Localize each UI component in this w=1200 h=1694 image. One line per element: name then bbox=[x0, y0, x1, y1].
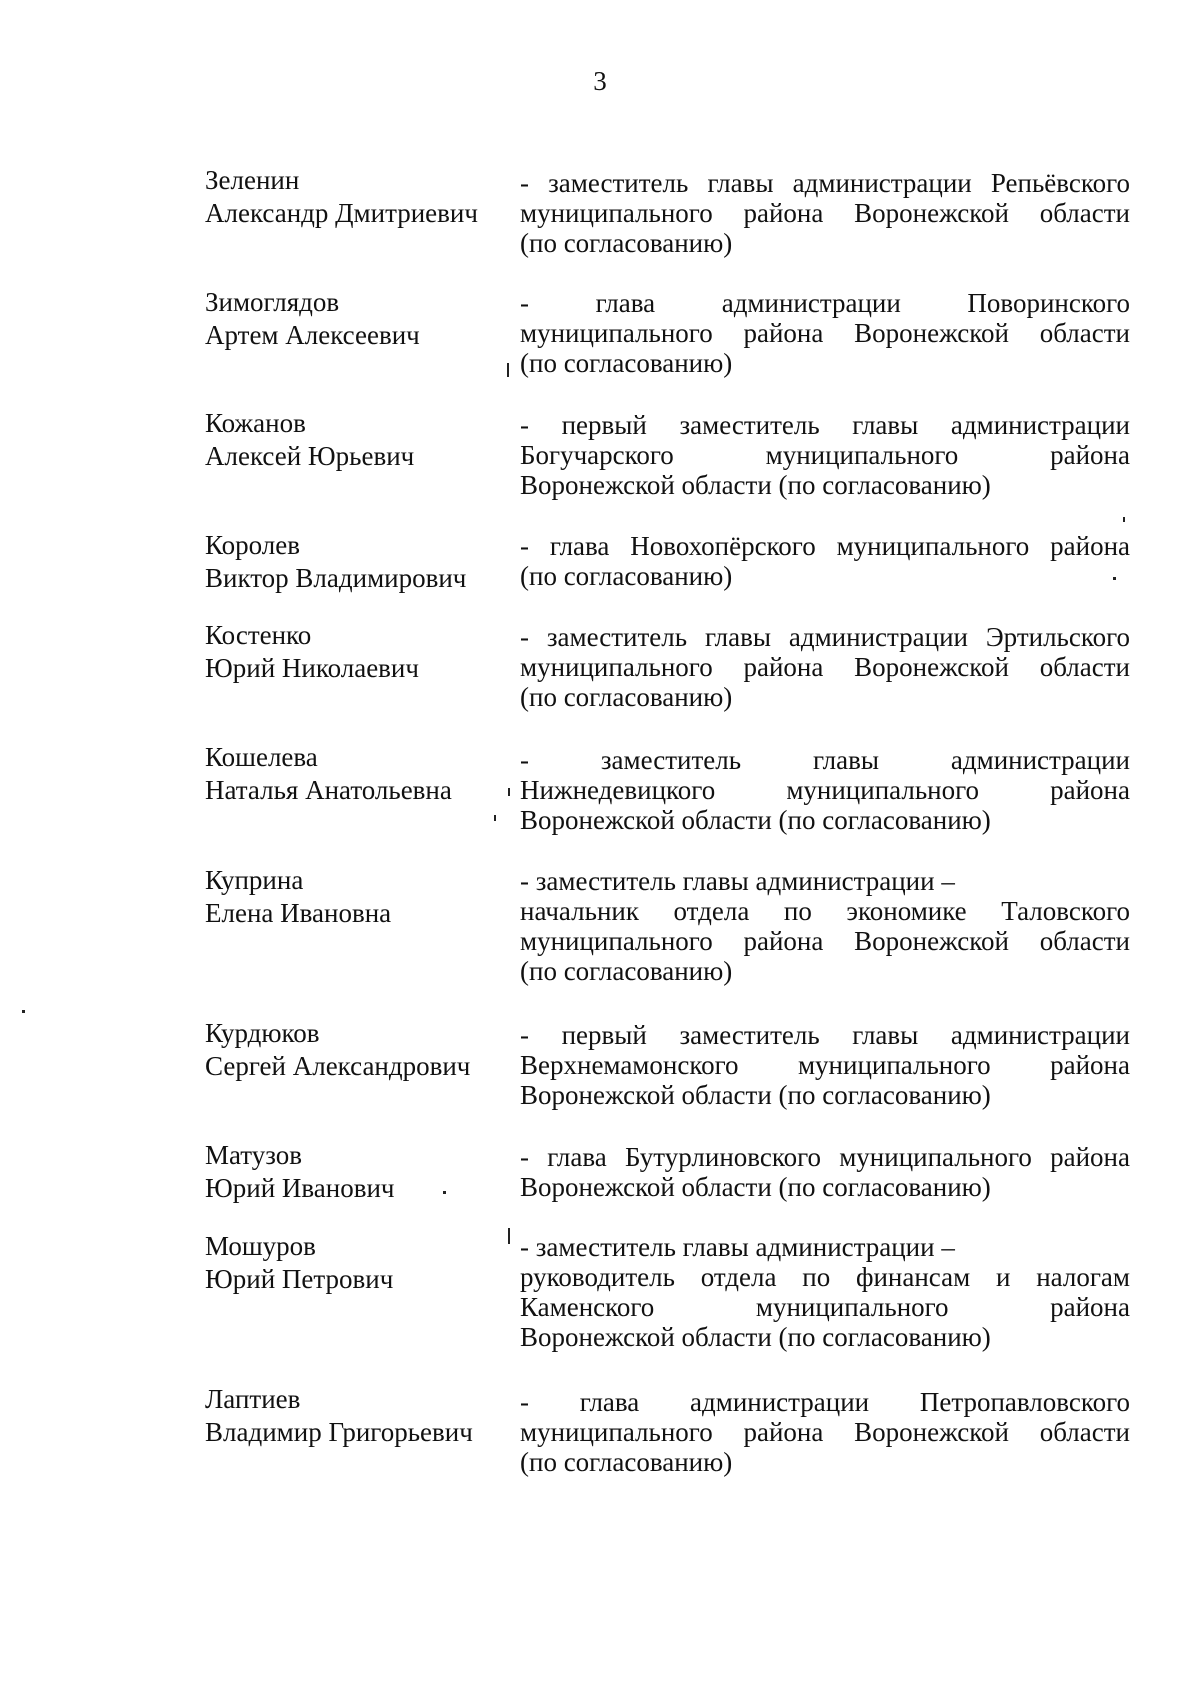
scan-speck bbox=[508, 788, 510, 796]
role-line: - заместитель главы администрации bbox=[520, 745, 1130, 775]
role-line: (по согласованию) bbox=[520, 348, 733, 378]
member-given-names: Юрий Николаевич bbox=[205, 653, 419, 683]
role-line: - глава Бутурлиновского муниципального района bbox=[520, 1142, 1130, 1172]
member-name bbox=[205, 741, 505, 807]
member-name bbox=[205, 1017, 505, 1083]
role-line: (по согласованию) bbox=[520, 956, 733, 986]
member-given-names: Юрий Петрович bbox=[205, 1264, 394, 1294]
member-given-names: Наталья Анатольевна bbox=[205, 775, 452, 805]
member-given-names: Артем Алексеевич bbox=[205, 320, 420, 350]
role-line: Воронежской области (по согласованию) bbox=[520, 470, 991, 500]
member-surname: Кошелева bbox=[205, 742, 318, 772]
member-given-names: Сергей Александрович bbox=[205, 1051, 471, 1081]
member-role bbox=[520, 866, 1130, 986]
role-line: - первый заместитель главы администрации bbox=[520, 1020, 1130, 1050]
role-line: - заместитель главы администрации Репьёвского bbox=[520, 168, 1130, 198]
member-role bbox=[520, 410, 1130, 500]
member-name bbox=[205, 1383, 505, 1449]
role-line: Богучарского муниципального района bbox=[520, 440, 1130, 470]
member-role bbox=[520, 1142, 1130, 1202]
member-given-names: Елена Ивановна bbox=[205, 898, 392, 928]
role-line: (по согласованию) bbox=[520, 561, 733, 591]
member-name bbox=[205, 529, 505, 595]
role-line: муниципального района Воронежской области bbox=[520, 198, 1130, 228]
role-line: - глава администрации Петропавловского bbox=[520, 1387, 1130, 1417]
member-role bbox=[520, 622, 1130, 712]
member-name bbox=[205, 164, 505, 230]
page-number: 3 bbox=[593, 66, 607, 96]
member-surname: Мошуров bbox=[205, 1231, 316, 1261]
role-line: - заместитель главы администрации – bbox=[520, 866, 955, 896]
member-role bbox=[520, 745, 1130, 835]
member-surname: Костенко bbox=[205, 620, 312, 650]
role-line: муниципального района Воронежской области bbox=[520, 652, 1130, 682]
member-surname: Курдюков bbox=[205, 1018, 320, 1048]
role-line: - заместитель главы администрации Эртильского bbox=[520, 622, 1130, 652]
role-line: муниципального района Воронежской области bbox=[520, 926, 1130, 956]
role-line: - первый заместитель главы администрации bbox=[520, 410, 1130, 440]
member-name bbox=[205, 1230, 505, 1296]
role-line: Каменского муниципального района bbox=[520, 1292, 1130, 1322]
member-given-names: Юрий Иванович bbox=[205, 1173, 395, 1203]
member-name bbox=[205, 286, 505, 352]
member-name bbox=[205, 864, 505, 930]
member-given-names: Виктор Владимирович bbox=[205, 563, 467, 593]
member-surname: Зеленин bbox=[205, 165, 300, 195]
role-line: муниципального района Воронежской области bbox=[520, 318, 1130, 348]
scan-speck bbox=[508, 1228, 510, 1244]
role-line: Воронежской области (по согласованию) bbox=[520, 1322, 991, 1352]
role-line: Нижнедевицкого муниципального района bbox=[520, 775, 1130, 805]
member-role bbox=[520, 288, 1130, 378]
member-surname: Куприна bbox=[205, 865, 304, 895]
member-surname: Королев bbox=[205, 530, 301, 560]
role-line: - глава администрации Поворинского bbox=[520, 288, 1130, 318]
member-role bbox=[520, 168, 1130, 258]
scan-speck bbox=[507, 363, 509, 377]
scan-speck bbox=[1123, 517, 1125, 522]
member-role bbox=[520, 1387, 1130, 1477]
member-role bbox=[520, 531, 1130, 591]
role-line: начальник отдела по экономике Таловского bbox=[520, 896, 1130, 926]
member-surname: Зимоглядов bbox=[205, 287, 340, 317]
member-name bbox=[205, 1139, 505, 1205]
role-line: Верхнемамонского муниципального района bbox=[520, 1050, 1130, 1080]
scan-speck bbox=[22, 1010, 25, 1013]
role-line: Воронежской области (по согласованию) bbox=[520, 805, 991, 835]
member-name bbox=[205, 407, 505, 473]
member-role bbox=[520, 1020, 1130, 1110]
role-line: Воронежской области (по согласованию) bbox=[520, 1172, 991, 1202]
role-line: - заместитель главы администрации – bbox=[520, 1232, 955, 1262]
member-surname: Матузов bbox=[205, 1140, 302, 1170]
role-line: муниципального района Воронежской области bbox=[520, 1417, 1130, 1447]
member-surname: Кожанов bbox=[205, 408, 306, 438]
member-given-names: Александр Дмитриевич bbox=[205, 198, 478, 228]
role-line: руководитель отдела по финансам и налогам bbox=[520, 1262, 1130, 1292]
member-name bbox=[205, 619, 505, 685]
role-line: - глава Новохопёрского муниципального района bbox=[520, 531, 1130, 561]
role-line: Воронежской области (по согласованию) bbox=[520, 1080, 991, 1110]
member-given-names: Владимир Григорьевич bbox=[205, 1417, 473, 1447]
scan-speck bbox=[443, 1191, 446, 1194]
scan-speck bbox=[1113, 577, 1116, 580]
member-role bbox=[520, 1232, 1130, 1352]
member-given-names: Алексей Юрьевич bbox=[205, 441, 415, 471]
member-surname: Лаптиев bbox=[205, 1384, 301, 1414]
scan-speck bbox=[494, 815, 496, 821]
role-line: (по согласованию) bbox=[520, 682, 733, 712]
role-line: (по согласованию) bbox=[520, 1447, 733, 1477]
role-line: (по согласованию) bbox=[520, 228, 733, 258]
